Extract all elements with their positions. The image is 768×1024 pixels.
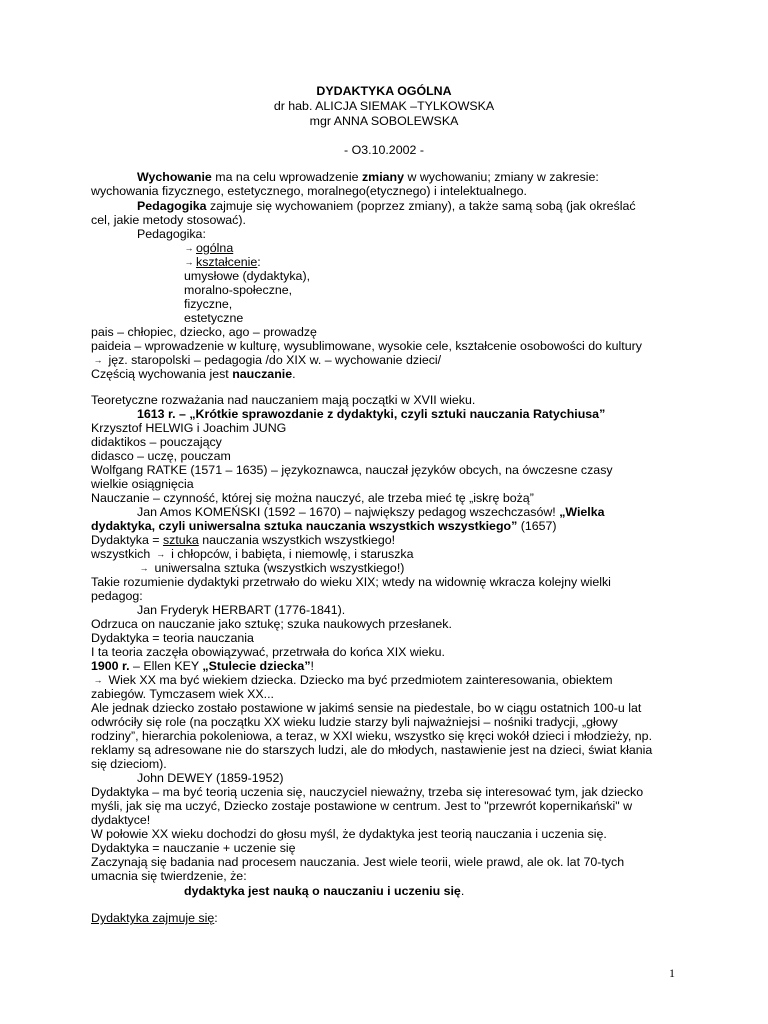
text: Jan Amos KOMEŃSKI (1592 – 1670) – największy pedagog wszechczasów!: [137, 505, 560, 519]
text: :: [214, 911, 218, 925]
text-line: didaktikos – pouczający: [91, 435, 222, 449]
text-line: Ale jednak dziecko zostało postawione w jakimś sensie na piedestale, bo w ciągu ostatnich 100-u lat: [91, 701, 642, 715]
text-line: [91, 547, 414, 562]
text-line: Dydaktyka = nauczanie + uczenie się: [91, 841, 296, 855]
text: jęz. staropolski – pedagogia /do XIX w. – wychowanie dzieci/: [105, 353, 442, 367]
text-line: Nauczanie – czynność, której się można nauczyć, ale trzeba mieć tę „iskrę bożą”: [91, 491, 534, 505]
text: ma na celu wprowadzenie: [211, 170, 362, 184]
text-line: rodziny”, hierarchia pokoleniowa, a teraz, w XXI wieku, wszystko się kręci wokół dzieci i młodzieży, np.: [91, 729, 653, 743]
text-line: Dydaktyka – ma być teorią uczenia się, nauczyciel nieważny, trzeba się interesować tym, jak dziecko: [91, 785, 644, 799]
list-item: moralno-społeczne,: [184, 283, 293, 297]
text-line: wielkie osiągnięcia: [91, 477, 194, 491]
list-item: estetyczne: [184, 311, 244, 325]
text-line: odwróciły się role (na początku XX wieku ludzie starzy byli najważniejsi – nośniki tradycji, „głowy: [91, 715, 618, 729]
text-line: Jan Fryderyk HERBART (1776-1841).: [137, 603, 346, 617]
book-title: dydaktyka, czyli uniwersalna sztuka nauczania wszystkich wszystkiego”: [91, 519, 518, 533]
text: Wiek XX ma być wiekiem dziecka. Dziecko ma być przedmiotem zainteresowania, obiektem: [105, 673, 613, 687]
pedagogika-heading: Pedagogika:: [137, 227, 206, 241]
text-line: Zaczynają się badania nad procesem nauczania. Jest wiele teorii, wiele prawd, ale ok. lat 70-tych: [91, 855, 625, 869]
text-line: się dzieciom).: [91, 757, 167, 771]
term-ogolna: ogólna: [196, 241, 234, 255]
list-item: [182, 241, 233, 256]
arrow-right-icon: →: [156, 549, 166, 559]
page-number: 1: [669, 966, 675, 980]
paragraph-pedagogika: [137, 199, 636, 214]
text-line: [91, 367, 296, 382]
arrow-right-icon: →: [184, 243, 194, 253]
term-zmiany: zmiany: [361, 170, 404, 184]
list-item: [182, 255, 261, 270]
text-line: zabiegów. Tymczasem wiek XX...: [91, 687, 274, 701]
arrow-right-icon: →: [93, 355, 103, 365]
text-line: [91, 519, 557, 534]
text: .: [292, 367, 296, 381]
text-line: umacnia się twierdzenie, że:: [91, 869, 247, 883]
text-line: [184, 884, 464, 899]
list-item: umysłowe (dydaktyka),: [184, 269, 311, 283]
term-nauczanie: nauczanie: [232, 367, 293, 381]
book-title: „Stulecie dziecka”: [202, 659, 311, 673]
text-line: [91, 353, 441, 368]
text: wszystkich: [91, 547, 154, 561]
text: i chłopców, i babięta, i niemowlę, i staruszka: [167, 547, 414, 561]
paragraph-wychowanie: [137, 170, 599, 185]
text-line: Wolfgang RATKE (1571 – 1635) – językoznawca, nauczał języków obcych, na ówczesne czasy: [91, 463, 613, 477]
text: Dydaktyka =: [91, 533, 163, 547]
section-heading: Dydaktyka zajmuje się: [91, 911, 215, 925]
year-1900: 1900 r.: [91, 659, 130, 673]
lecture-date: - O3.10.2002 -: [344, 143, 424, 157]
text-line: cel, jakie metody stosować).: [91, 213, 246, 227]
text: w wychowaniu; zmiany w zakresie:: [404, 170, 599, 184]
text: nauczania wszystkich wszystkiego!: [198, 533, 396, 547]
text-line: myśli, jak się ma uczyć, Dziecko zostaje postawione w centrum. Jest to "przewrót kopernikański" w: [91, 799, 633, 813]
arrow-right-icon: →: [139, 563, 149, 573]
author-1: dr hab. ALICJA SIEMAK –TYLKOWSKA: [273, 99, 495, 113]
book-title: „Wielka: [559, 505, 605, 519]
heading-1613: 1613 r. – „Krótkie sprawozdanie z dydaktyki, czyli sztuki nauczania Ratychiusa”: [137, 407, 606, 421]
text-line: [137, 561, 404, 576]
text-line: W połowie XX wieku dochodzi do głosu myśl, że dydaktyka jest teorią nauczania i uczenia się.: [91, 827, 607, 841]
text: Częścią wychowania jest: [91, 367, 233, 381]
term-ksztalcenie: kształcenie: [196, 255, 258, 269]
text-line: [91, 911, 218, 926]
text-line: Odrzuca on nauczanie jako sztukę; szuka naukowych przesłanek.: [91, 617, 452, 631]
text-line: [91, 659, 314, 674]
text-line: paideia – wprowadzenie w kulturę, wysublimowane, wysokie cele, kształcenie osobowości do kultury: [91, 339, 642, 353]
term-sztuka: sztuka: [162, 533, 199, 547]
text-line: Teoretyczne rozważania nad nauczaniem mają początki w XVII wieku.: [91, 393, 476, 407]
text: .: [460, 884, 465, 898]
text-line: [91, 533, 395, 548]
term-wychowanie: Wychowanie: [137, 170, 212, 184]
text-line: Krzysztof HELWIG i Joachim JUNG: [91, 421, 287, 435]
list-item: fizyczne,: [184, 297, 233, 311]
text-line: reklamy są adresowane nie do starszych ludzi, ale do młodych, nastawienie jest na dzieci, świat kłania: [91, 743, 653, 757]
text-line: Takie rozumienie dydaktyki przetrwało do wieku XIX; wtedy na widownię wkracza kolejny wielki: [91, 575, 611, 589]
text: – Ellen KEY: [129, 659, 203, 673]
text: :: [257, 255, 261, 269]
term-pedagogika: Pedagogika: [137, 199, 207, 213]
arrow-right-icon: →: [93, 675, 103, 685]
arrow-right-icon: →: [184, 257, 194, 267]
text: uniwersalna sztuka (wszystkich wszystkiego!): [151, 561, 405, 575]
text-line: dydaktyce!: [91, 813, 151, 827]
text: zajmuje się wychowaniem (poprzez zmiany), a także samą sobą (jak określać: [206, 199, 636, 213]
text-line: pais – chłopiec, dziecko, ago – prowadzę: [91, 325, 317, 339]
text-line: [91, 673, 613, 688]
text-line: [137, 505, 605, 520]
text-line: I ta teoria zaczęła obowiązywać, przetrwała do końca XIX wieku.: [91, 645, 445, 659]
author-2: mgr ANNA SOBOLEWSKA: [309, 114, 459, 128]
document-title: DYDAKTYKA OGÓLNA: [316, 84, 452, 98]
definition: dydaktyka jest nauką o nauczaniu i uczeniu się: [184, 884, 461, 898]
text-line: wychowania fizycznego, estetycznego, moralnego(etycznego) i intelektualnego.: [91, 184, 527, 198]
text-line: pedagog:: [91, 589, 143, 603]
text-line: John DEWEY (1859-1952): [137, 771, 284, 785]
text: !: [310, 659, 314, 673]
text-line: didasco – uczę, pouczam: [91, 449, 231, 463]
text: (1657): [517, 519, 557, 533]
text-line: Dydaktyka = teoria nauczania: [91, 631, 254, 645]
